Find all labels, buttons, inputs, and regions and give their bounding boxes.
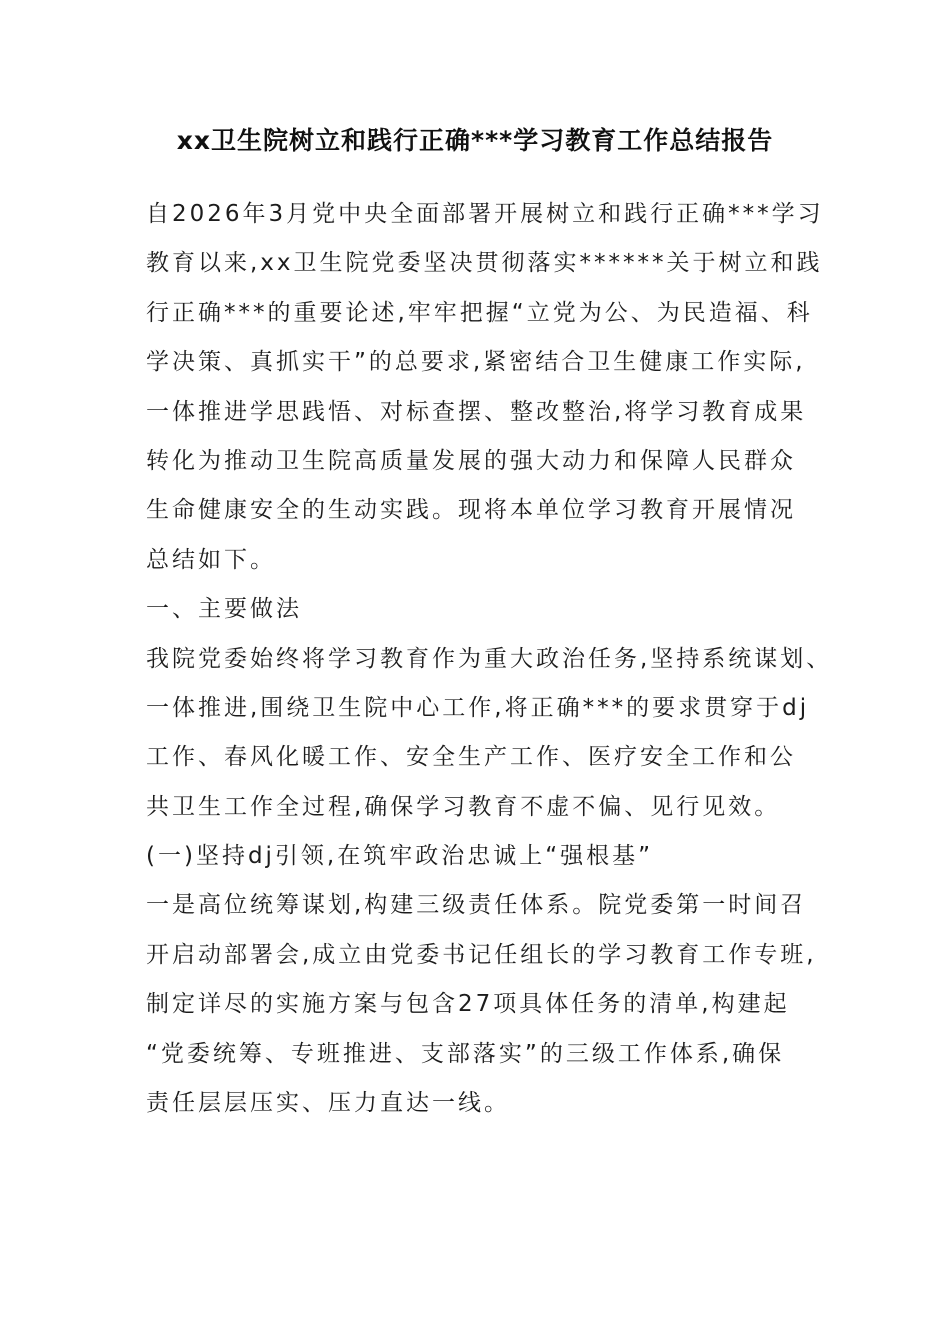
- intro-paragraph-line: 一体推进学思践悟、对标查摆、整改整治,将学习教育成果: [146, 398, 807, 425]
- subsection-paragraph-line: 制定详尽的实施方案与包含27项具体任务的清单,构建起: [146, 991, 790, 1018]
- subsection-paragraph-line: “党委统筹、专班推进、支部落实”的三级工作体系,确保: [146, 1040, 785, 1067]
- intro-paragraph-line: 生命健康安全的生动实践。现将本单位学习教育开展情况: [146, 497, 796, 524]
- document-title: xx卫生院树立和践行正确***学习教育工作总结报告: [176, 126, 774, 155]
- section-paragraph-line: 共卫生工作全过程,确保学习教育不虚不偏、见行见效。: [146, 793, 781, 820]
- section-paragraph-line: 我院党委始终将学习教育作为重大政治任务,坚持系统谋划、: [146, 645, 833, 672]
- intro-paragraph-line: 自2026年3月党中央全面部署开展树立和践行正确***学习: [146, 201, 824, 227]
- document-body: [146, 190, 833, 1128]
- section-paragraph-line: 工作、春风化暖工作、安全生产工作、医疗安全工作和公: [146, 744, 796, 771]
- intro-paragraph-line: 学决策、真抓实干”的总要求,紧密结合卫生健康工作实际,: [146, 349, 806, 376]
- section-heading: 一、主要做法: [146, 596, 302, 623]
- intro-paragraph-line: 教育以来,xx卫生院党委坚决贯彻落实******关于树立和践: [146, 250, 823, 277]
- subsection-paragraph-line: 责任层层压实、压力直达一线。: [146, 1090, 510, 1117]
- intro-paragraph-line: 行正确***的重要论述,牢牢把握“立党为公、为民造福、科: [146, 299, 813, 326]
- intro-paragraph-line: 转化为推动卫生院高质量发展的强大动力和保障人民群众: [146, 447, 796, 474]
- section-paragraph-line: 一体推进,围绕卫生院中心工作,将正确***的要求贯穿于dj: [146, 694, 810, 721]
- subsection-paragraph-line: 一是高位统筹谋划,构建三级责任体系。院党委第一时间召: [146, 892, 807, 919]
- intro-paragraph-line: 总结如下。: [146, 546, 276, 573]
- subsection-heading: (一)坚持dj引领,在筑牢政治忠诚上“强根基”: [146, 843, 654, 870]
- subsection-paragraph-line: 开启动部署会,成立由党委书记任组长的学习教育工作专班,: [146, 941, 817, 968]
